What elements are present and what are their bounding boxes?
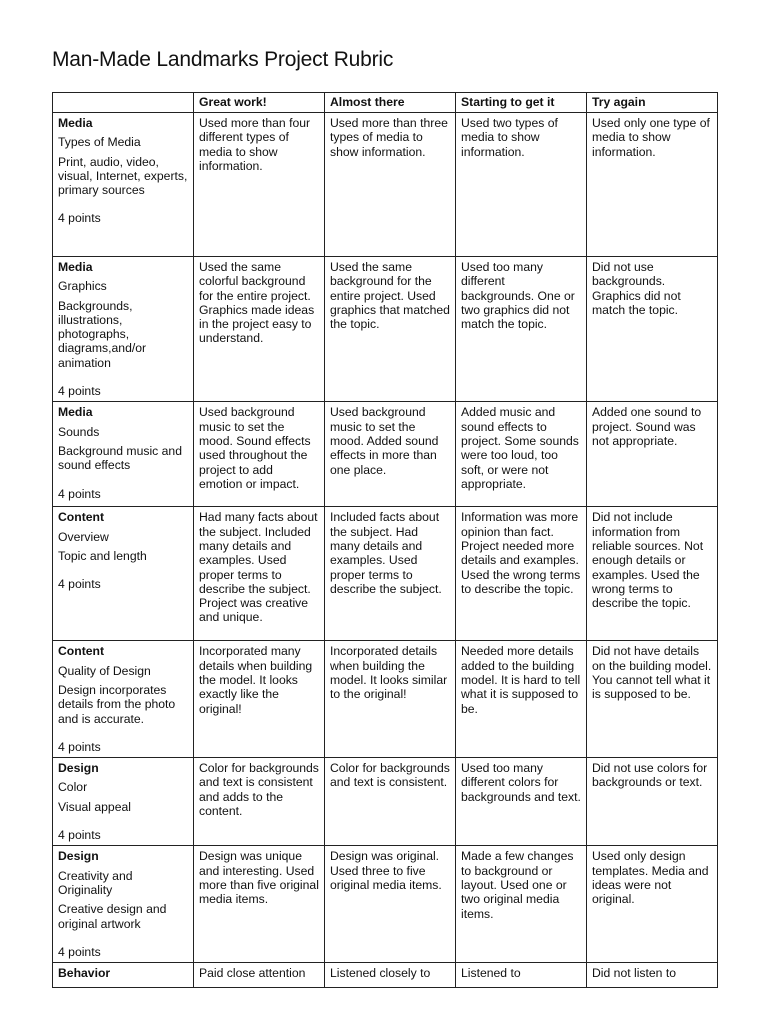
rubric-cell: Used only one type of media to show information. (587, 113, 718, 257)
criteria-cell (53, 963, 194, 988)
category-name: Behavior (58, 966, 111, 981)
rubric-cell: Incorporated many details when building the model. It looks exactly like the original! (194, 641, 325, 758)
criteria-description: Creative design and original artwork (58, 902, 167, 931)
rubric-cell: Added music and sound effects to project. Some sounds were too loud, too soft, or were not appropriate. (456, 402, 587, 507)
criteria-cell (53, 402, 194, 507)
criteria-description: Background music and sound effects (58, 443, 182, 473)
rubric-cell: Used too many different colors for backgrounds and text. (456, 758, 587, 846)
table-row (53, 113, 718, 257)
table-row (53, 402, 718, 507)
criteria-subtitle: Graphics (58, 279, 107, 294)
rubric-cell: Did not listen to (587, 963, 718, 988)
criteria-description: Backgrounds, illustrations, photographs, diagrams,and/or animation (58, 298, 147, 370)
criteria-subtitle: Overview (58, 529, 109, 544)
criteria-points: 4 points (58, 828, 101, 843)
category-name: Media (58, 405, 93, 420)
table-row (53, 758, 718, 846)
criteria-points: 4 points (58, 739, 101, 754)
rubric-cell: Listened to (456, 963, 587, 988)
header-cell-almost-there: Almost there (325, 93, 456, 113)
criteria-subtitle: Sounds (58, 424, 100, 439)
criteria-cell (53, 846, 194, 963)
rubric-cell: Paid close attention (194, 963, 325, 988)
rubric-cell: Used the same colorful background for the entire project. Graphics made ideas in the project easy to understand. (194, 257, 325, 402)
table-row (53, 963, 718, 988)
table-row (53, 507, 718, 641)
rubric-cell: Design was unique and interesting. Used more than five original media items. (194, 846, 325, 963)
category-name: Design (58, 761, 99, 776)
criteria-subtitle: Types of Media (58, 135, 141, 150)
rubric-cell: Added one sound to project. Sound was not appropriate. (587, 402, 718, 507)
rubric-cell: Included facts about the subject. Had many details and examples. Used proper terms to describe the subject. (325, 507, 456, 641)
header-cell-great-work: Great work! (194, 93, 325, 113)
category-name: Content (58, 644, 105, 659)
criteria-cell (53, 641, 194, 758)
rubric-cell: Needed more details added to the building model. It is hard to tell what it is supposed to be. (456, 641, 587, 758)
criteria-points: 4 points (58, 384, 101, 399)
rubric-cell: Did not have details on the building model. You cannot tell what it is supposed to be. (587, 641, 718, 758)
rubric-cell: Incorporated details when building the model. It looks similar to the original! (325, 641, 456, 758)
table-row (53, 846, 718, 963)
rubric-cell: Did not include information from reliable sources. Not enough details or examples. Used the wrong terms to describe the topic. (587, 507, 718, 641)
rubric-cell: Color for backgrounds and text is consistent and adds to the content. (194, 758, 325, 846)
table-row (53, 257, 718, 402)
header-row (53, 93, 718, 113)
criteria-points: 4 points (58, 211, 101, 226)
rubric-cell: Used the same background for the entire project. Used graphics that matched the topic. (325, 257, 456, 402)
header-cell-criteria (53, 93, 194, 113)
criteria-subtitle: Quality of Design (58, 663, 151, 678)
table-row (53, 641, 718, 758)
criteria-points: 4 points (58, 577, 101, 592)
criteria-cell (53, 113, 194, 257)
criteria-cell (53, 758, 194, 846)
criteria-description: Topic and length (58, 548, 147, 563)
criteria-description: Visual appeal (58, 799, 131, 814)
header-cell-try-again: Try again (587, 93, 718, 113)
criteria-description: Print, audio, video, visual, Internet, experts, primary sources (58, 154, 188, 198)
criteria-cell (53, 257, 194, 402)
category-name: Media (58, 260, 93, 274)
category-name: Content (58, 510, 105, 525)
rubric-cell: Used more than four different types of media to show information. (194, 113, 325, 257)
rubric-cell: Information was more opinion than fact. Project needed more details and examples. Used the wrong terms to describe the topic. (456, 507, 587, 641)
criteria-subtitle: Color (58, 780, 88, 795)
rubric-cell: Used only design templates. Media and ideas were not original. (587, 846, 718, 963)
criteria-points: 4 points (58, 486, 101, 501)
rubric-cell: Used more than three types of media to show information. (325, 113, 456, 257)
criteria-description: Design incorporates details from the photo and is accurate. (58, 682, 176, 726)
rubric-cell: Used too many different backgrounds. One or two graphics did not match the topic. (456, 257, 587, 402)
category-name: Media (58, 116, 93, 130)
criteria-cell (53, 507, 194, 641)
rubric-cell: Did not use backgrounds. Graphics did not match the topic. (587, 257, 718, 402)
page-title: Man-Made Landmarks Project Rubric (52, 48, 394, 71)
rubric-cell: Did not use colors for backgrounds or text. (587, 758, 718, 846)
category-name: Design (58, 849, 99, 864)
rubric-cell: Had many facts about the subject. Included many details and examples. Used proper terms to describe the subject. Project was creative and unique. (194, 507, 325, 641)
rubric-cell: Design was original. Used three to five original media items. (325, 846, 456, 963)
rubric-cell: Used background music to set the mood. Sound effects used throughout the project to add emotion or impact. (194, 402, 325, 507)
rubric-cell: Color for backgrounds and text is consistent. (325, 758, 456, 846)
rubric-cell: Used background music to set the mood. Added sound effects in more than one place. (325, 402, 456, 507)
criteria-subtitle: Creativity and Originality (58, 868, 133, 897)
criteria-points: 4 points (58, 944, 101, 959)
rubric-cell: Made a few changes to background or layout. Used one or two original media items. (456, 846, 587, 963)
header-cell-starting: Starting to get it (456, 93, 587, 113)
rubric-table (52, 92, 718, 988)
rubric-cell: Listened closely to (325, 963, 456, 988)
rubric-cell: Used two types of media to show information. (456, 113, 587, 257)
